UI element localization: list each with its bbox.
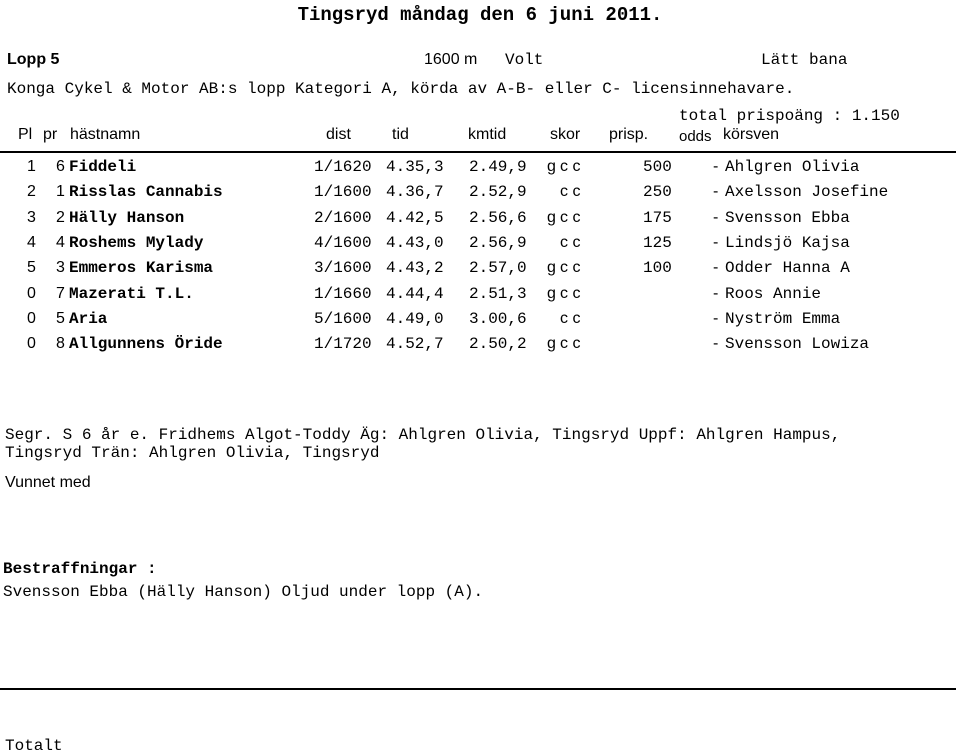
col-header-kmtime: kmtid (468, 126, 507, 143)
won-with-label: Vunnet med (5, 474, 91, 491)
result-shoes: c c (560, 208, 581, 226)
result-horse: Fiddeli (69, 158, 137, 176)
col-header-horse: hästnamn (70, 126, 141, 143)
result-dist: 5/1600 (314, 309, 372, 328)
col-header-pr: pr (43, 126, 58, 143)
total-prize: total prispoäng : 1.150 (679, 107, 900, 125)
result-kmtime: 2.56,9 (469, 233, 527, 252)
race-label: Lopp 5 (7, 51, 60, 68)
result-driver: Nyström Emma (725, 309, 841, 328)
result-shoes: c c (560, 233, 581, 251)
result-pr: 6 (56, 158, 65, 175)
result-gait: g (547, 335, 556, 353)
result-dist: 1/1660 (314, 284, 372, 303)
track-condition: Lätt bana (761, 51, 848, 69)
col-header-time: tid (392, 126, 409, 143)
result-horse: Mazerati T.L. (69, 284, 194, 303)
result-shoes: c c (560, 284, 581, 302)
result-prize: 175 (643, 208, 672, 227)
result-gait: g (547, 208, 556, 226)
col-header-prize: prisp. (609, 126, 649, 143)
result-time: 4.36,7 (386, 183, 444, 202)
result-dash: - (713, 233, 719, 251)
result-gait: g (547, 259, 556, 277)
result-dist: 1/1720 (314, 335, 372, 354)
result-shoes: c c (560, 158, 581, 175)
race-distance: 1600 m (424, 51, 478, 68)
result-horse: Hälly Hanson (69, 208, 185, 227)
result-driver: Roos Annie (725, 284, 822, 303)
result-pl: 4 (27, 233, 36, 251)
result-driver: Svensson Lowiza (725, 335, 870, 354)
result-time: 4.43,2 (386, 259, 444, 278)
result-dash: - (713, 259, 719, 277)
result-driver: Axelsson Josefine (725, 183, 889, 202)
result-time: 4.35,3 (386, 158, 444, 176)
result-horse: Roshems Mylady (69, 233, 204, 252)
result-pr: 1 (56, 183, 65, 201)
result-time: 4.44,4 (386, 284, 444, 303)
result-pl: 3 (27, 208, 36, 226)
result-prize: 500 (643, 158, 672, 176)
result-pr: 4 (56, 233, 65, 251)
result-kmtime: 2.57,0 (469, 259, 527, 278)
result-pl: 2 (27, 183, 36, 201)
table-row (0, 259, 960, 284)
result-horse: Risslas Cannabis (69, 183, 223, 202)
result-pl: 0 (27, 284, 36, 302)
footer-divider (0, 688, 956, 690)
result-kmtime: 2.49,9 (469, 158, 527, 176)
result-pr: 7 (56, 284, 65, 302)
result-horse: Allgunnens Öride (69, 335, 223, 354)
result-pr: 2 (56, 208, 65, 226)
result-driver: Ahlgren Olivia (725, 158, 860, 176)
result-kmtime: 2.52,9 (469, 183, 527, 202)
winner-info-line2: Tingsryd Trän: Ahlgren Olivia, Tingsryd (5, 444, 380, 462)
result-time: 4.42,5 (386, 208, 444, 227)
result-time: 4.43,0 (386, 233, 444, 252)
result-pl: 0 (27, 335, 36, 353)
result-kmtime: 3.00,6 (469, 309, 527, 328)
result-dist: 1/1600 (314, 183, 372, 202)
result-prize: 250 (643, 183, 672, 202)
result-pr: 8 (56, 335, 65, 353)
result-shoes: c c (560, 335, 581, 353)
result-dash: - (713, 208, 719, 226)
result-pl: 5 (27, 259, 36, 277)
result-driver: Odder Hanna A (725, 259, 850, 278)
col-header-pl: Pl (18, 126, 33, 143)
page-title: Tingsryd måndag den 6 juni 2011. (297, 4, 663, 26)
result-kmtime: 2.56,6 (469, 208, 527, 227)
col-header-odds: odds (679, 128, 712, 145)
table-row (0, 285, 960, 310)
result-prize: 100 (643, 259, 672, 278)
result-prize: 125 (643, 233, 672, 252)
result-driver: Lindsjö Kajsa (725, 233, 850, 252)
result-dist: 1/1620 (314, 158, 372, 176)
result-shoes: c c (560, 309, 581, 327)
result-pl: 1 (27, 158, 36, 175)
table-row (0, 234, 960, 259)
result-dash: - (713, 183, 719, 201)
result-horse: Emmeros Karisma (69, 259, 214, 278)
result-driver: Svensson Ebba (725, 208, 850, 227)
result-dash: - (713, 158, 719, 175)
result-dash: - (713, 284, 719, 302)
col-header-dist: dist (326, 126, 351, 143)
result-time: 4.52,7 (386, 335, 444, 354)
result-dash: - (713, 309, 719, 327)
result-pr: 3 (56, 259, 65, 277)
col-header-driver: körsven (723, 126, 780, 143)
result-dist: 3/1600 (314, 259, 372, 278)
result-kmtime: 2.51,3 (469, 284, 527, 303)
penalties-heading: Bestraffningar : (3, 560, 157, 578)
header-divider (0, 151, 956, 153)
result-shoes: c c (560, 183, 581, 201)
result-pr: 5 (56, 309, 65, 327)
race-description: Konga Cykel & Motor AB:s lopp Kategori A, körda av A-B- eller C- licensinnehavare. (7, 80, 795, 98)
total-label: Totalt (5, 737, 63, 755)
result-gait: g (547, 284, 556, 302)
table-row (0, 310, 960, 335)
winner-info-line1: Segr. S 6 år e. Fridhems Algot-Toddy Äg: Ahlgren Olivia, Tingsryd Uppf: Ahlgren Hampus, (5, 426, 841, 444)
race-start-type: Volt (505, 51, 544, 69)
result-dash: - (713, 335, 719, 353)
result-pl: 0 (27, 309, 36, 327)
result-kmtime: 2.50,2 (469, 335, 527, 354)
table-row (0, 158, 960, 183)
penalty-entry: Svensson Ebba (Hälly Hanson) Oljud under lopp (A). (3, 583, 484, 601)
result-dist: 2/1600 (314, 208, 372, 227)
result-time: 4.49,0 (386, 309, 444, 328)
table-row (0, 335, 960, 360)
result-dist: 4/1600 (314, 233, 372, 252)
result-horse: Aria (69, 309, 108, 328)
result-shoes: c c (560, 259, 581, 277)
result-gait: g (547, 158, 556, 175)
table-row (0, 209, 960, 234)
col-header-shoes: skor (550, 126, 581, 143)
table-row (0, 183, 960, 208)
